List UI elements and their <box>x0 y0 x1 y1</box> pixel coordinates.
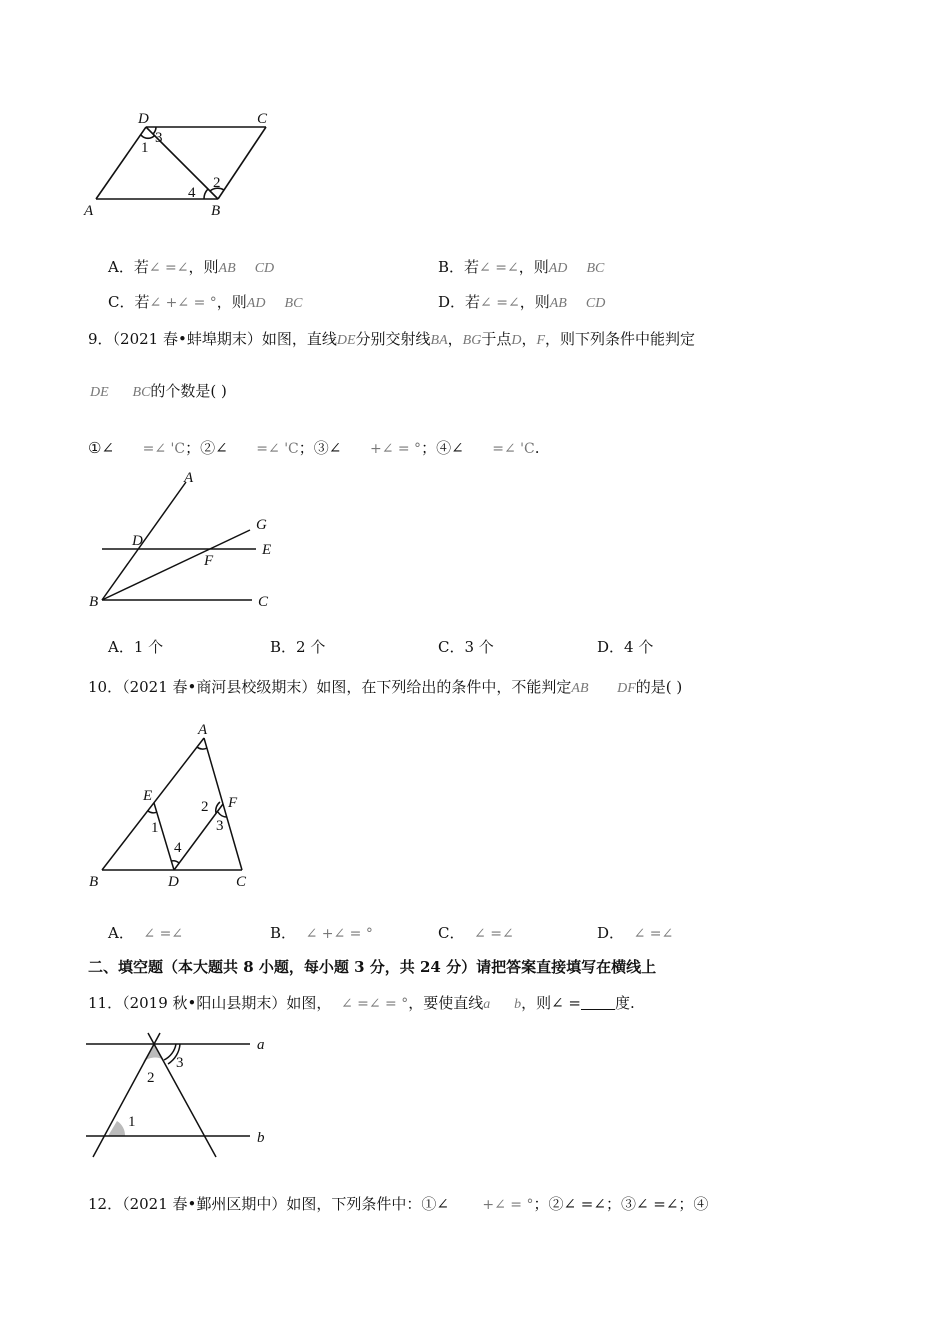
q10-option-b[interactable]: B． ∠ +∠ = ° <box>270 924 373 942</box>
label-b: B <box>89 874 99 890</box>
label-g: G <box>256 517 267 533</box>
label-c: C <box>236 874 247 890</box>
label-b: B <box>89 594 99 610</box>
angle-label-3: 3 <box>216 818 224 834</box>
label-a: A <box>84 203 94 219</box>
label-a: A <box>198 722 208 738</box>
label-c: C <box>258 594 269 610</box>
angle-arc-4 <box>204 189 208 199</box>
q10-option-a[interactable]: A． ∠ =∠ <box>108 924 184 942</box>
angle-label-1: 1 <box>128 1114 136 1130</box>
angle-label-2: 2 <box>147 1070 155 1086</box>
q10-option-d[interactable]: D． ∠ =∠ <box>597 924 674 942</box>
q11-stem: 11．（2019 秋•阳山县期末）如图， ∠ =∠ = °，要使直线a b，则∠ = 度. <box>88 994 635 1012</box>
label-d: D <box>138 111 149 127</box>
label-f: F <box>204 553 214 569</box>
figure-10-triangle <box>80 720 270 895</box>
segment-df <box>174 804 223 870</box>
q9-option-d[interactable]: D．4 个 <box>597 638 654 656</box>
angle-arc-a <box>197 747 207 749</box>
q12-stem: 12．（2021 春•鄞州区期中）如图，下列条件中：①∠ +∠ = °；②∠ =∠；③∠ =∠；④ <box>88 1195 709 1213</box>
q8-option-d[interactable]: D．若∠ =∠，则AB CD <box>438 293 606 311</box>
label-b: B <box>211 203 221 219</box>
figure-8-parallelogram <box>80 105 290 220</box>
q9-stem: 9．（2021 春•蚌埠期末）如图，直线DE分别交射线BA，BG于点D，F，则下列条件中能判定 <box>88 330 696 348</box>
label-a: A <box>184 470 194 486</box>
angle-label-4: 4 <box>188 185 196 201</box>
figure-9-lines <box>80 468 290 613</box>
q11-answer-blank[interactable] <box>581 995 615 1010</box>
transversal-1 <box>93 1033 160 1157</box>
label-f: F <box>228 795 238 811</box>
q10-option-c[interactable]: C． ∠ =∠ <box>438 924 514 942</box>
angle-label-1: 1 <box>141 140 149 156</box>
angle-arc-1 <box>141 135 155 138</box>
q9-option-a[interactable]: A．1 个 <box>108 638 164 656</box>
segment-ed <box>154 803 174 870</box>
section-2-heading: 二、填空题（本大题共 8 小题，每小题 3 分，共 24 分）请把答案直接填写在横线上 <box>88 958 657 976</box>
angle-label-4: 4 <box>174 840 182 856</box>
label-e: E <box>143 788 153 804</box>
label-d: D <box>168 874 179 890</box>
q9-stem-line2: DE BC的个数是( ) <box>90 382 227 400</box>
q9-conditions: ①∠ =∠ 'C；②∠ =∠ 'C；③∠ +∠ = °；④∠ =∠ 'C. <box>88 439 540 457</box>
angle-label-3: 3 <box>176 1055 184 1071</box>
label-a: a <box>257 1037 265 1053</box>
q8-option-b[interactable]: B．若∠ =∠，则AD BC <box>438 258 605 276</box>
ray-ba <box>102 482 186 600</box>
figure-11-parallel-lines <box>80 1030 280 1162</box>
angle-label-2: 2 <box>201 799 209 815</box>
label-e: E <box>262 542 272 558</box>
edge-ad <box>96 127 146 199</box>
angle-arc-1 <box>148 811 157 813</box>
transversal-2 <box>148 1033 216 1157</box>
q9-option-c[interactable]: C．3 个 <box>438 638 494 656</box>
label-d: D <box>132 533 143 549</box>
angle-label-1: 1 <box>151 820 159 836</box>
q10-stem: 10．（2021 春•商河县校级期末）如图，在下列给出的条件中，不能判定AB DF的是( ) <box>88 678 683 696</box>
q9-option-b[interactable]: B．2 个 <box>270 638 326 656</box>
angle-label-3: 3 <box>155 130 163 146</box>
edge-cb <box>218 127 266 199</box>
q8-option-a[interactable]: A．若∠ =∠，则AB CD <box>108 258 275 276</box>
angle-label-2: 2 <box>213 175 221 191</box>
q8-option-c[interactable]: C．若∠ +∠ = °，则AD BC <box>108 293 303 311</box>
label-c: C <box>257 111 268 127</box>
label-b: b <box>257 1130 265 1146</box>
ray-bg <box>102 530 250 600</box>
